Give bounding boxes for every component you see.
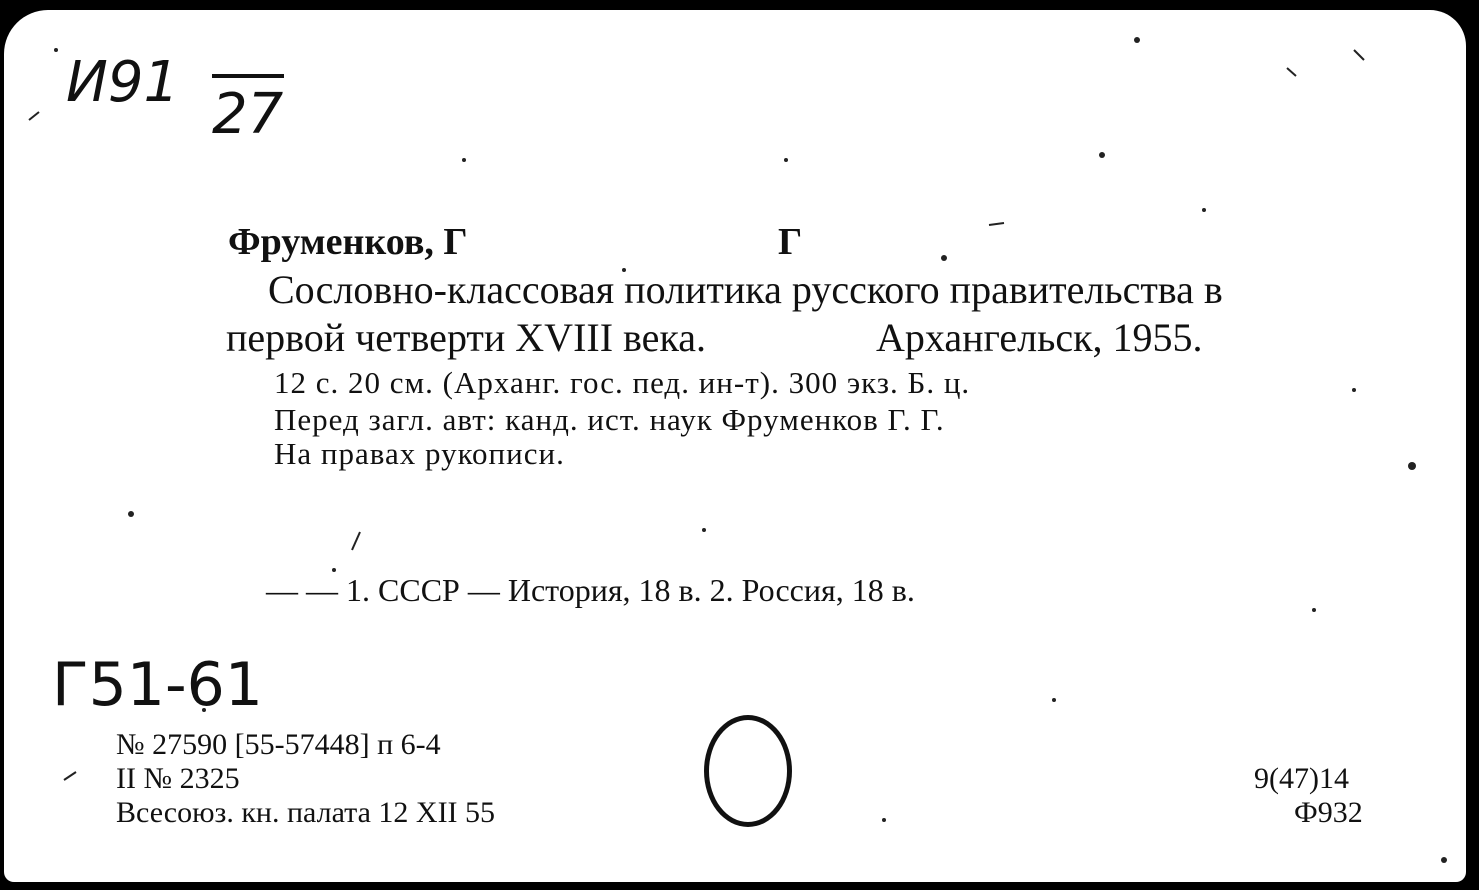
- subject-headings: — — 1. СССР — История, 18 в. 2. Россия, 18 в.: [266, 572, 915, 608]
- handwritten-code: Г51-61: [52, 650, 263, 720]
- author-heading: Фруменков, Г: [228, 221, 468, 263]
- note-author: Перед загл. авт: канд. ист. наук Фруменков Г. Г.: [274, 402, 945, 437]
- shelf-mark-fraction-bar: [212, 74, 284, 78]
- title-line-2: первой четверти XVIII века.: [226, 315, 707, 360]
- physical-description: 12 с. 20 см. (Арханг. гос. пед. ин-т). 300 экз. Б. ц.: [274, 365, 971, 400]
- shelf-mark: И91: [66, 50, 180, 115]
- author-mark: Ф932: [1294, 796, 1363, 829]
- title-line-1: Сословно-классовая политика русского правительства в: [268, 267, 1223, 312]
- shelf-mark-fraction: 27: [212, 82, 284, 147]
- punch-hole: [704, 715, 792, 827]
- publication-place-year: Архангельск, 1955.: [876, 315, 1203, 360]
- footer-line-3: Всесоюз. кн. палата 12 XII 55: [116, 796, 496, 829]
- footer-line-2: II № 2325: [116, 762, 240, 795]
- classification-index: 9(47)14: [1254, 762, 1349, 795]
- author-initial: Г: [778, 221, 803, 263]
- note-manuscript: На правах рукописи.: [274, 436, 565, 471]
- footer-line-1: № 27590 [55-57448] п 6-4: [116, 728, 441, 761]
- catalog-card: [4, 10, 1466, 882]
